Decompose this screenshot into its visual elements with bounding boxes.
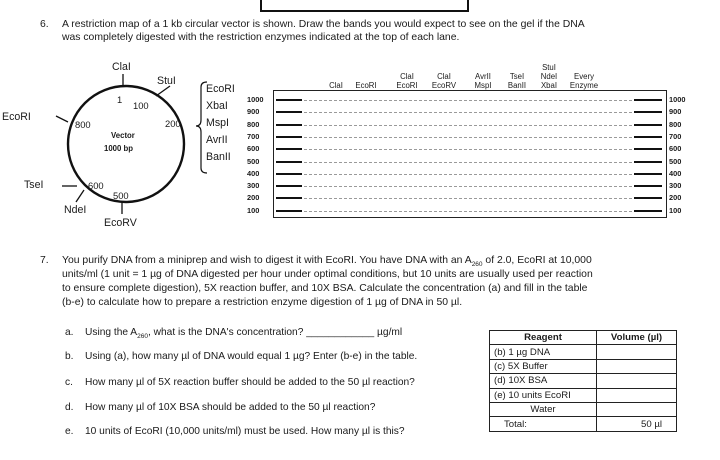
question-a: Using the $A_{260}$, what is the DNA's concentration? ____________ µg/ml [85, 327, 403, 341]
q7-line3: to ensure complete digestion), 5X reaction buffer, and 10X BSA. Calculate the concentration (a) and fill in the table [62, 283, 588, 294]
table-row [490, 374, 677, 388]
bracket-enzyme-xbai: XbaI [206, 100, 228, 112]
position-800: 800 [75, 119, 91, 130]
site-label-stui: StuI [157, 75, 176, 87]
marker-label-left: 900 [247, 107, 260, 116]
q6-number: 6. [40, 19, 49, 30]
position-100: 100 [133, 100, 149, 111]
position-200: 200 [165, 118, 181, 129]
site-label-ecori: EcoRI [2, 111, 31, 123]
table-row [490, 388, 677, 402]
marker-label-left: 400 [247, 169, 260, 178]
q7-number: 7. [40, 255, 49, 266]
ladder-band-left [276, 197, 302, 199]
marker-label-right: 500 [669, 157, 682, 166]
marker-label-left: 800 [247, 120, 260, 129]
bracket-enzyme-ecori: EcoRI [206, 83, 235, 95]
header-reagent: Reagent [490, 331, 597, 345]
site-label-ecorv: EcoRV [104, 217, 137, 229]
bracket-enzyme-avrii: AvrII [206, 134, 228, 146]
lane-header: ClaI [329, 81, 343, 90]
q7-line2: units/ml (1 unit = 1 µg of DNA digested per hour under optimal conditions, but 10 units are usually used per reaction [62, 269, 593, 280]
marker-label-left: 200 [247, 193, 260, 202]
table-row [490, 345, 677, 359]
ladder-band-right [634, 111, 662, 113]
ladder-band-left [276, 99, 302, 101]
volume-cell[interactable] [597, 345, 677, 359]
ladder-band-left [276, 124, 302, 126]
lane-header: EcoRI [355, 81, 377, 90]
ladder-band-right [634, 99, 662, 101]
position-1: 1 [117, 94, 123, 105]
question-b-letter: b. [65, 351, 74, 362]
ladder-band-left [276, 111, 302, 113]
gel-guide-line [304, 137, 632, 138]
top-box-edge [260, 0, 469, 12]
lane-header: TseI BanII [507, 72, 527, 90]
ladder-band-left [276, 161, 302, 163]
answer-a-blank[interactable]: ____________ [306, 327, 375, 338]
site-label-tsei: TseI [24, 179, 44, 191]
question-b: Using (a), how many µl of DNA would equal 1 µg? Enter (b-e) in the table. [85, 351, 418, 362]
marker-label-left: 300 [247, 181, 260, 190]
reagent-cell: (c) 5X Buffer [490, 359, 597, 373]
table-row [490, 402, 677, 416]
marker-label-right: 400 [669, 169, 682, 178]
marker-label-left: 100 [247, 206, 260, 215]
marker-label-left: 1000 [247, 95, 264, 104]
marker-label-left: 700 [247, 132, 260, 141]
reagent-cell: (e) 10 units EcoRI [490, 388, 597, 402]
reagent-cell: Water [490, 402, 597, 416]
ladder-band-left [276, 136, 302, 138]
tick-ndei [76, 190, 84, 202]
marker-label-right: 800 [669, 120, 682, 129]
q7-line4: (b-e) to calculate how to prepare a restriction enzyme digestion of 1 µg of DNA in 50 µl. [62, 297, 463, 308]
lane-header: StuI NdeI XbaI [540, 63, 558, 90]
gel-guide-line [304, 112, 632, 113]
ladder-band-left [276, 210, 302, 212]
q6-line2: was completely digested with the restriction enzymes indicated at the top of each lane. [62, 32, 460, 43]
volume-cell[interactable]: 50 µl [597, 417, 677, 431]
lane-header: Every Enzyme [569, 72, 599, 90]
gel-guide-line [304, 100, 632, 101]
q6-line1: A restriction map of a 1 kb circular vector is shown. Draw the bands you would expect to see on the gel if the DNA [62, 19, 585, 30]
gel-guide-line [304, 149, 632, 150]
gel-guide-line [304, 186, 632, 187]
ladder-band-right [634, 210, 662, 212]
question-d: How many µl of 10X BSA should be added to the 50 µl reaction? [85, 402, 376, 413]
marker-label-right: 600 [669, 144, 682, 153]
question-e: 10 units of EcoRI (10,000 units/ml) must be used. How many µl is this? [85, 426, 405, 437]
position-600: 600 [88, 180, 104, 191]
ladder-band-right [634, 148, 662, 150]
table-row [490, 417, 677, 431]
volume-cell[interactable] [597, 388, 677, 402]
marker-label-left: 500 [247, 157, 260, 166]
reagent-cell: (d) 10X BSA [490, 374, 597, 388]
vector-name: Vector [111, 131, 135, 140]
marker-label-right: 100 [669, 206, 682, 215]
gel-guide-line [304, 198, 632, 199]
ladder-band-left [276, 148, 302, 150]
ladder-band-right [634, 185, 662, 187]
gel-guide-line [304, 162, 632, 163]
bracket-enzyme-banii: BanII [206, 151, 231, 163]
marker-label-left: 600 [247, 144, 260, 153]
position-500: 500 [113, 190, 129, 201]
reagent-cell: Total: [490, 417, 597, 431]
lane-header: ClaI EcoRI [396, 72, 418, 90]
reagent-table [489, 330, 677, 432]
q7-line1: You purify DNA from a miniprep and wish to digest it with EcoRI. You have DNA with an $A_{260}$ of 2.0, EcoRI at 10,000 [62, 255, 592, 269]
ladder-band-left [276, 173, 302, 175]
volume-cell[interactable] [597, 402, 677, 416]
question-a-letter: a. [65, 327, 74, 338]
marker-label-right: 200 [669, 193, 682, 202]
bracket-enzyme-mspi: MspI [206, 117, 229, 129]
marker-label-right: 300 [669, 181, 682, 190]
question-e-letter: e. [65, 426, 74, 437]
reagent-cell: (b) 1 µg DNA [490, 345, 597, 359]
header-volume: Volume (µl) [597, 331, 677, 345]
site-label-ndei: NdeI [64, 204, 87, 216]
question-c-letter: c. [65, 377, 73, 388]
vector-size: 1000 bp [104, 144, 134, 153]
site-label-clai: ClaI [112, 61, 131, 73]
marker-label-right: 1000 [669, 95, 686, 104]
volume-cell[interactable] [597, 374, 677, 388]
ladder-band-left [276, 185, 302, 187]
ladder-band-right [634, 173, 662, 175]
lane-header: ClaI EcoRV [431, 72, 457, 90]
tick-stui [156, 86, 170, 96]
ladder-band-right [634, 197, 662, 199]
volume-cell[interactable] [597, 359, 677, 373]
marker-label-right: 900 [669, 107, 682, 116]
question-d-letter: d. [65, 402, 74, 413]
lane-header: AvrII MspI [474, 72, 492, 90]
ladder-band-right [634, 124, 662, 126]
ladder-band-right [634, 161, 662, 163]
gel-guide-line [304, 174, 632, 175]
ladder-band-right [634, 136, 662, 138]
table-row [490, 359, 677, 373]
question-c: How many µl of 5X reaction buffer should be added to the 50 µl reaction? [85, 377, 415, 388]
gel-guide-line [304, 211, 632, 212]
tick-ecori [56, 116, 68, 122]
gel-guide-line [304, 125, 632, 126]
marker-label-right: 700 [669, 132, 682, 141]
